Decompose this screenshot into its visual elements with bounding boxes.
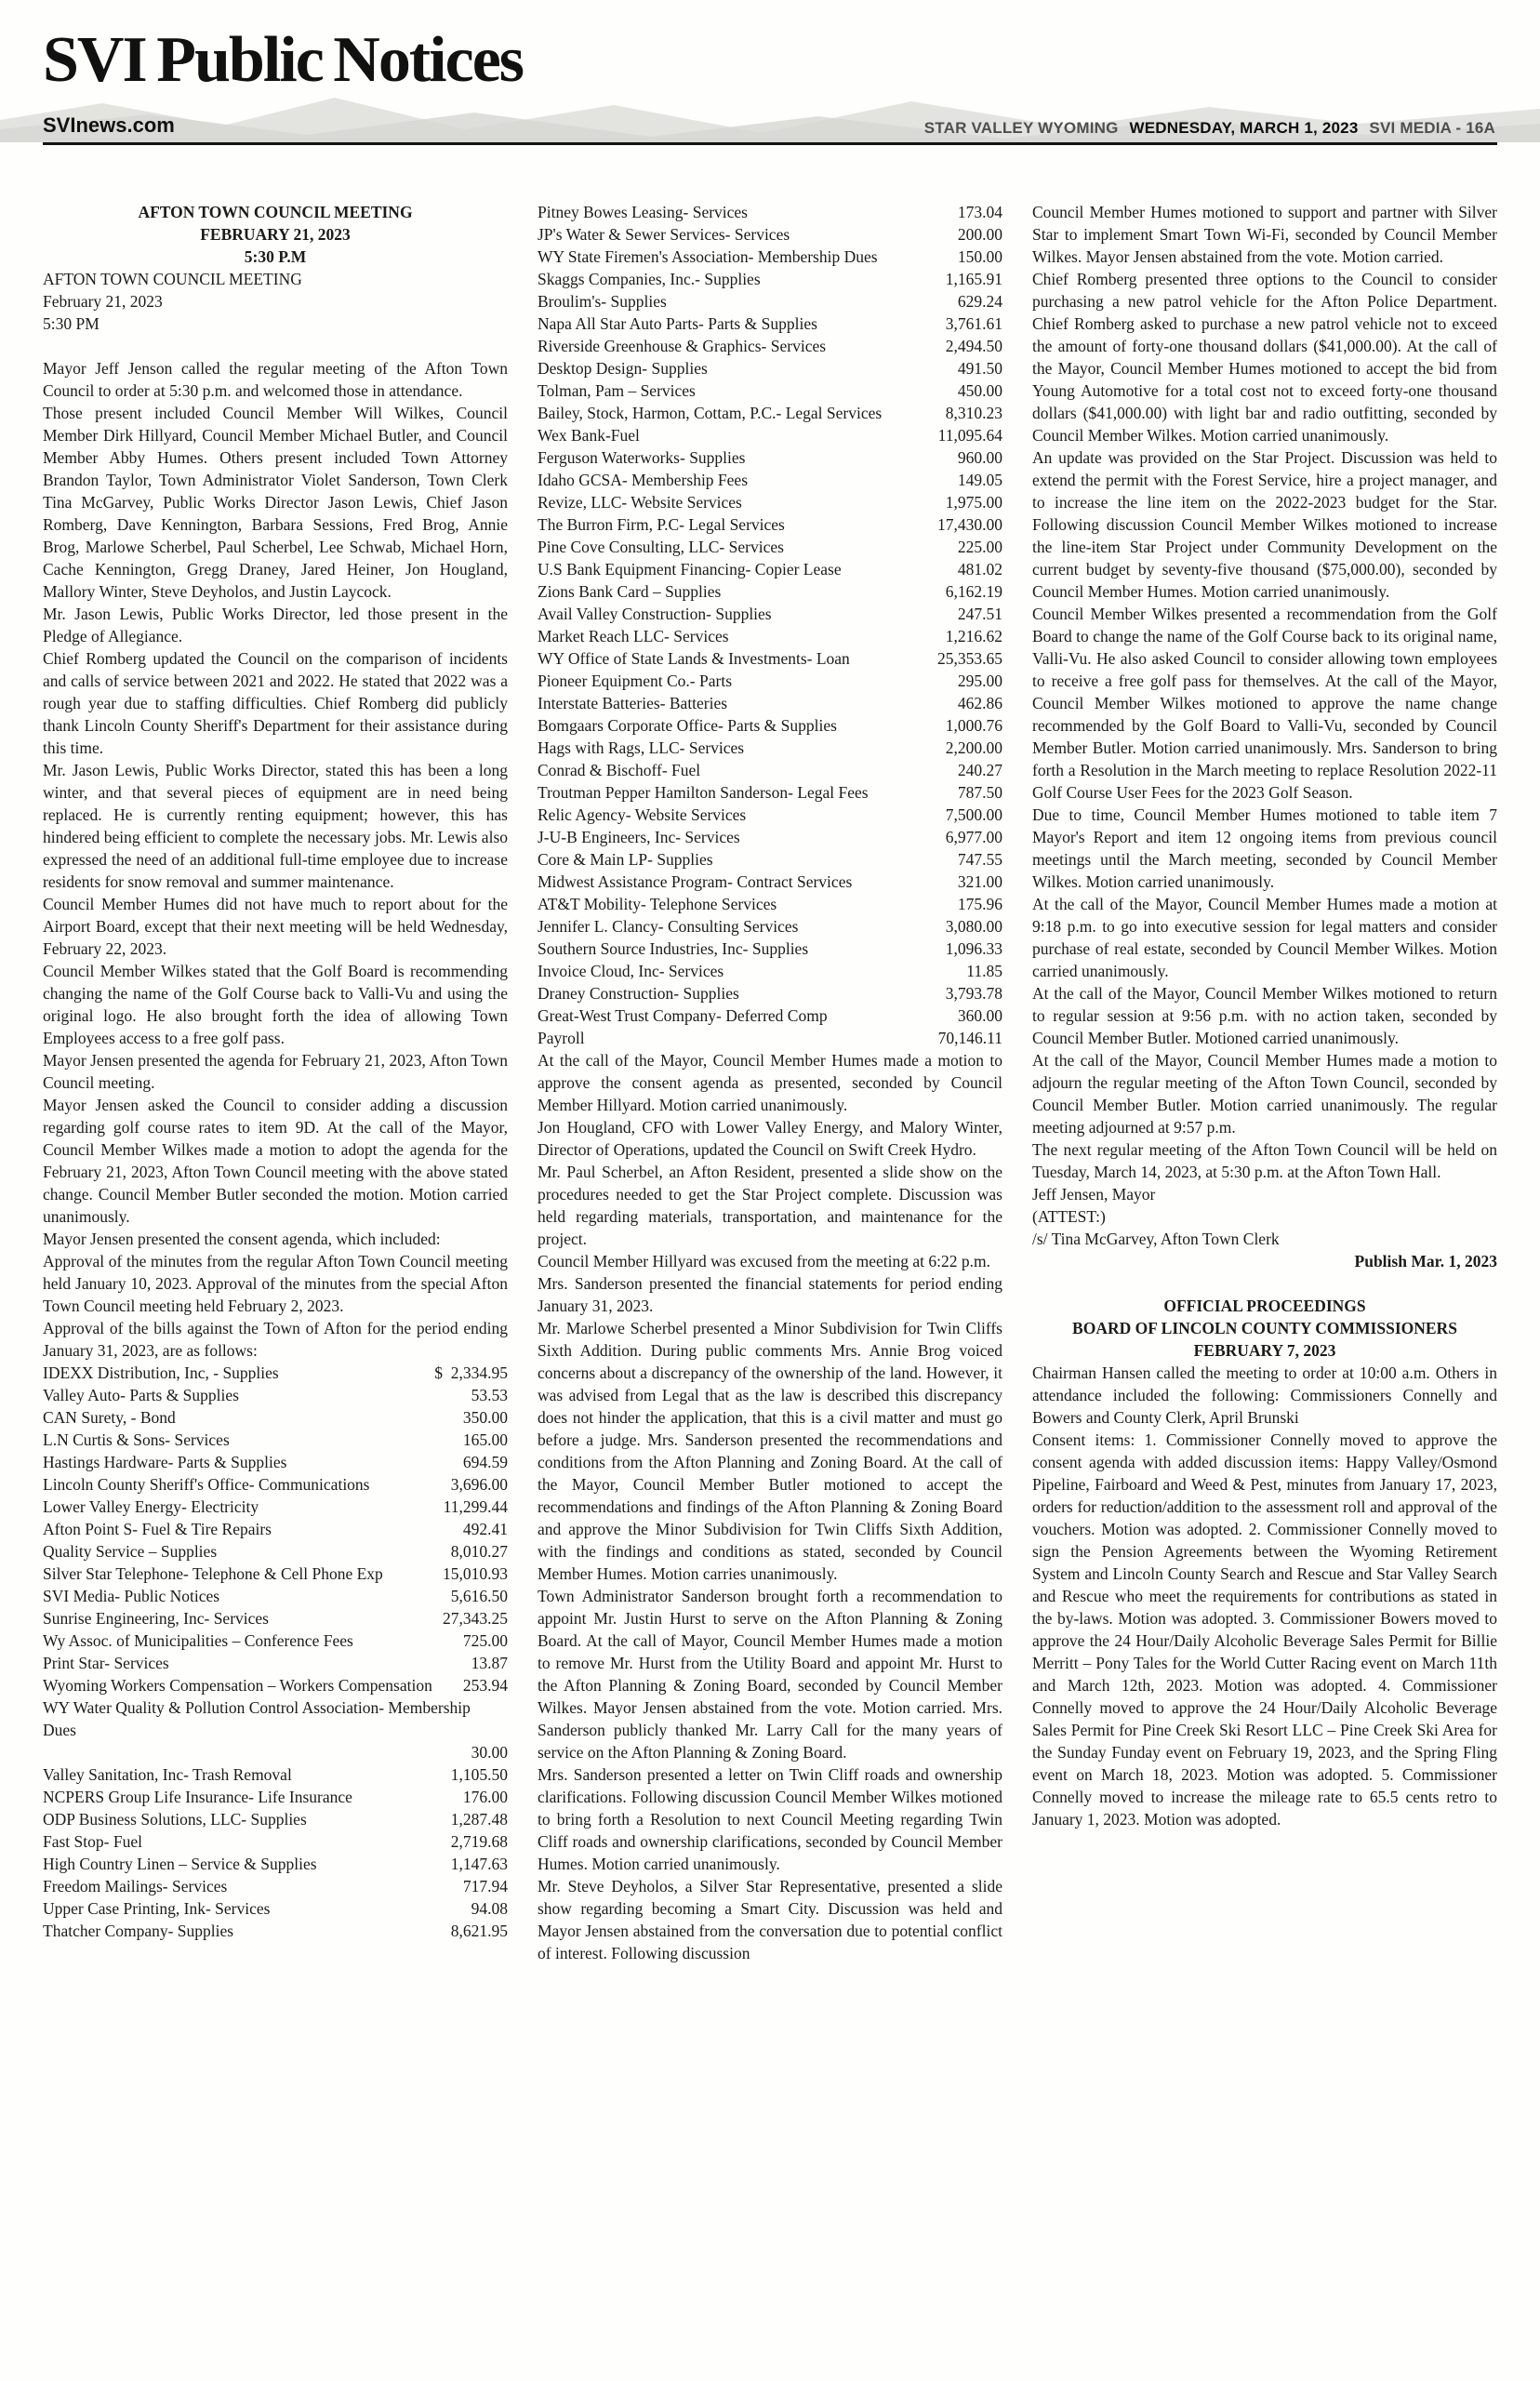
bill-payee: Tolman, Pam – Services (538, 381, 696, 400)
bill-amount: 173.04 (957, 203, 1002, 221)
bill-amount: 30.00 (471, 1743, 508, 1762)
paragraph: Chief Romberg presented three options to the Council to consider purchasing a new patrol vehicle for the Afton Police Department. Chief Romberg asked to purchase a new patrol vehicle not to exceed the amount of forty-one thousand dollars ($41,000.00). At the call of the Mayor, Council Member Humes motioned to accept the bid from Young Automotive for a total cost not to exceed forty-one thousand dollars ($41,000.00) with light bar and radio outfitting, seconded by Council Member Wilkes. Motion carried unanimously. (1032, 270, 1497, 445)
bill-row (538, 290, 1002, 313)
paragraph: Mr. Paul Scherbel, an Afton Resident, presented a slide show on the procedures needed to get the Star Project complete. Discussion was held regarding materials, transportation, and maintenance for the project. (538, 1163, 1002, 1248)
paragraph: Mr. Steve Deyholos, a Silver Star Representative, presented a slide show regarding becoming a Smart City. Discussion was held and Mayor Jensen abstained from the conversation due to potential conflict of interest. Following discussion (538, 1877, 1002, 1962)
bill-payee: Riverside Greenhouse & Graphics- Services (538, 337, 827, 355)
bill-row (538, 893, 1002, 915)
bill-amount: 1,147.63 (450, 1855, 508, 1873)
bill-row (538, 647, 1002, 670)
bill-payee: U.S Bank Equipment Financing- Copier Lease (538, 560, 842, 579)
heading-line: FEBRUARY 7, 2023 (1193, 1341, 1336, 1360)
bill-amount: 11,095.64 (937, 426, 1002, 445)
notice-heading-commissioners (1032, 1295, 1497, 1362)
bill-row (43, 1808, 508, 1830)
bill-row (538, 737, 1002, 759)
bill-payee: WY State Firemen's Association- Membership Dues (538, 247, 878, 266)
bill-payee: Thatcher Company- Supplies (43, 1922, 234, 1940)
paragraph: Mr. Jason Lewis, Public Works Director, led those present in the Pledge of Allegiance. (43, 605, 508, 645)
bill-row (538, 424, 1002, 446)
bill-payee: Hags with Rags, LLC- Services (538, 738, 745, 757)
paragraph: An update was provided on the Star Project. Discussion was held to extend the permit with the Forest Service, hire a project manager, and to increase the line item on the 2022-2023 budget for the Star. Following discussion Council Member Wilkes motioned to increase the line-item Star Project under Community Development on the current budget by seventy-five thousand ($75,000.00), seconded by Council Member Humes. Motion carried unanimously. (1032, 448, 1497, 601)
bill-payee: Broulim's- Supplies (538, 292, 667, 311)
bill-payee: Pine Cove Consulting, LLC- Services (538, 538, 784, 556)
bill-row (43, 1384, 508, 1406)
bill-amount: 70,146.11 (937, 1029, 1002, 1047)
bill-payee: Quality Service – Supplies (43, 1542, 218, 1561)
bill-payee: Pioneer Equipment Co.- Parts (538, 672, 733, 690)
bill-payee: Bailey, Stock, Harmon, Cottam, P.C.- Legal Services (538, 404, 883, 422)
bill-row (538, 357, 1002, 379)
bill-amount: 787.50 (957, 783, 1002, 802)
bill-payee: J-U-B Engineers, Inc- Services (538, 828, 740, 846)
bill-row (43, 1920, 508, 1942)
bill-row (538, 1004, 1002, 1027)
signature-block (1032, 1183, 1497, 1250)
bill-row (43, 1786, 508, 1808)
paragraph: At the call of the Mayor, Council Member Humes made a motion to approve the consent agenda as presented, seconded by Council Member Hillyard. Motion carried unanimously. (538, 1051, 1002, 1114)
bill-row (538, 714, 1002, 737)
bill-payee: Payroll (538, 1029, 585, 1047)
bill-payee: Troutman Pepper Hamilton Sanderson- Legal Fees (538, 783, 869, 802)
paragraph: Due to time, Council Member Humes motioned to table item 7 Mayor's Report and item 12 ongoing items from previous council meetings until the March meeting, seconded by Council Member Wilkes. Motion carried unanimously. (1032, 805, 1497, 891)
bill-amount: 6,162.19 (945, 582, 1002, 601)
bill-amount: 2,494.50 (945, 337, 1002, 355)
bill-payee: ODP Business Solutions, LLC- Supplies (43, 1810, 307, 1829)
publish-date-line: Publish Mar. 1, 2023 (1354, 1252, 1497, 1270)
bill-row (538, 826, 1002, 848)
bill-row (43, 1853, 508, 1875)
heading-line: 5:30 P.M (244, 247, 307, 266)
bill-payee: Sunrise Engineering, Inc- Services (43, 1609, 269, 1628)
bill-row (538, 759, 1002, 781)
bill-payee: Lincoln County Sheriff's Office- Communications (43, 1475, 370, 1494)
bill-row (43, 1763, 508, 1786)
bill-row (43, 1607, 508, 1629)
bill-amount: 8,621.95 (450, 1922, 508, 1940)
bill-row (538, 402, 1002, 424)
bill-amount: 94.08 (471, 1899, 508, 1918)
paragraph: Mrs. Sanderson presented the financial statements for period ending January 31, 2023. (538, 1274, 1002, 1315)
paragraph: Approval of the minutes from the regular Afton Town Council meeting held January 10, 2023. Approval of the minutes from the special Afton Town Council meeting held February 2, 2023. (43, 1252, 508, 1315)
bills-list-continued (538, 201, 1002, 1049)
bill-payee: Ferguson Waterworks- Supplies (538, 448, 746, 467)
bill-payee: WY Water Quality & Pollution Control Association- Membership Dues (43, 1698, 471, 1739)
intro-lines (43, 268, 508, 335)
paragraph: Mayor Jensen presented the consent agenda, which included: (43, 1230, 441, 1248)
heading-line: OFFICIAL PROCEEDINGS (1163, 1297, 1366, 1315)
bill-amount: 17,430.00 (937, 515, 1002, 534)
bill-row (538, 625, 1002, 647)
bill-amount: 3,793.78 (945, 984, 1002, 1003)
bill-amount: 350.00 (462, 1408, 508, 1427)
paragraph: Chief Romberg updated the Council on the comparison of incidents and calls of service between 2021 and 2022. He stated that 2022 was a rough year due to staffing difficulties. Chief Romberg did publicly thank Lincoln County Sheriff's Department for their assistance during this time. (43, 649, 508, 757)
bill-row (538, 313, 1002, 335)
bill-amount: 5,616.50 (450, 1587, 508, 1605)
paragraph: Council Member Humes did not have much to report about for the Airport Board, except that their next meeting will be held Wednesday, February 22, 2023. (43, 895, 508, 958)
bill-amount: 360.00 (957, 1006, 1002, 1025)
paragraph: Mayor Jensen presented the agenda for February 21, 2023, Afton Town Council meeting. (43, 1051, 508, 1092)
paragraph: At the call of the Mayor, Council Member Humes made a motion at 9:18 p.m. to go into executive session for legal matters and consider purchase of real estate, seconded by Council Member Wilkes. Motion carried unanimously. (1032, 895, 1497, 980)
intro-line: February 21, 2023 (43, 292, 163, 311)
dateline-location: STAR VALLEY WYOMING (923, 119, 1119, 137)
bill-amount: 1,287.48 (450, 1810, 508, 1829)
bill-row (43, 1629, 508, 1652)
bill-row (43, 1585, 508, 1607)
bill-payee: Hastings Hardware- Parts & Supplies (43, 1453, 287, 1471)
notice-columns (43, 201, 1497, 1964)
paragraph: Council Member Hillyard was excused from the meeting at 6:22 p.m. (538, 1252, 990, 1270)
bill-payee: Valley Sanitation, Inc- Trash Removal (43, 1765, 292, 1784)
paragraph: The next regular meeting of the Afton Town Council will be held on Tuesday, March 14, 2023, at 5:30 p.m. at the Afton Town Hall. (1032, 1140, 1497, 1181)
bill-payee: Interstate Batteries- Batteries (538, 694, 728, 712)
bill-payee: Relic Agency- Website Services (538, 805, 747, 824)
bill-row (43, 1875, 508, 1897)
bill-amount: 462.86 (957, 694, 1002, 712)
column-2 (538, 201, 1002, 1964)
bill-row (538, 246, 1002, 268)
bill-payee: Wyoming Workers Compensation – Workers Compensation (43, 1676, 432, 1695)
bill-row (43, 1518, 508, 1540)
paragraph-block (538, 1049, 1002, 1964)
bills-list (43, 1362, 508, 1942)
bill-payee: Desktop Design- Supplies (538, 359, 708, 378)
paragraph: Consent items: 1. Commissioner Connelly moved to approve the consent agenda with added discussion items: Happy Valley/Osmond Pipeline, Fairboard and Weed & Pest, minutes from January 17, 2023, orders for reduction/addition to the assessment roll and approval of the vouchers. Motion was adopted. 2. Commissioner Connelly moved to sign the Pension Agreements between the Wyoming Retirement System and Lincoln County Search and Rescue and Star Valley Search and Rescue who meet the requirements for contributions as stated in the by-laws. Motion was adopted. 3. Commissioner Bowers moved to approve the 24 Hour/Daily Alcoholic Beverage Sales Permit for Billie Merritt – Pony Tales for the World Cutter Racing event on March 11th and March 12th, 2023. Motion was adopted. 4. Commissioner Connelly moved to approve the 24 Hour/Daily Alcoholic Beverage Sales Permit for Pine Creek Ski Resort LLC – Pine Creek Ski Area for the Sunday Funday event on February 19, 2023, and the Spring Fling event on March 18, 2023. Motion was adopted. 5. Commissioner Connelly moved to increase the mileage rate to 65.5 cents retro to January 1, 2023. Motion was adopted. (1032, 1430, 1497, 1829)
paragraph: Mr. Marlowe Scherbel presented a Minor Subdivision for Twin Cliffs Sixth Addition. During public comments Mrs. Annie Brog voiced concerns about a discrepancy of the ownership of the land. However, it was advised from Legal that as the law is described this discrepancy does not hinder the application, that this is a civil matter and must go before a judge. Mrs. Sanderson presented the recommendations and conditions from the Afton Planning and Zoning Board. At the call of the Mayor, Council Member Butler motioned to accept the recommendations and findings of the Afton Planning & Zoning Board and approve the Minor Subdivision for Twin Cliffs Sixth Addition, with the findings and conditions as stated, seconded by Council Member Humes. Motion carries unanimously. (538, 1319, 1002, 1583)
signature-line: Jeff Jensen, Mayor (1032, 1185, 1156, 1204)
bill-payee: Freedom Mailings- Services (43, 1877, 228, 1895)
paragraph: Approval of the bills against the Town of Afton for the period ending January 31, 2023, are as follows: (43, 1319, 508, 1360)
bill-payee: Zions Bank Card – Supplies (538, 582, 722, 601)
bill-row (538, 670, 1002, 692)
bill-row (538, 446, 1002, 469)
bill-amount: 8,010.27 (450, 1542, 508, 1561)
bill-row (43, 1451, 508, 1473)
bill-amount: 747.55 (957, 850, 1002, 869)
bill-row (43, 1674, 508, 1696)
bill-amount: 629.24 (957, 292, 1002, 311)
signature-line: /s/ Tina McGarvey, Afton Town Clerk (1032, 1230, 1280, 1248)
bill-row (43, 1563, 508, 1585)
bill-amount: 2,200.00 (945, 738, 1002, 757)
bill-payee: Afton Point S- Fuel & Tire Repairs (43, 1520, 272, 1538)
bill-amount: 25,353.65 (937, 649, 1002, 668)
bill-amount: 1,105.50 (450, 1765, 508, 1784)
paragraph-block (1032, 1362, 1497, 1830)
bill-payee: JP's Water & Sewer Services- Services (538, 225, 790, 244)
bill-amount: 492.41 (462, 1520, 508, 1538)
bill-amount: 6,977.00 (945, 828, 1002, 846)
bill-row (43, 1406, 508, 1429)
bill-payee: Draney Construction- Supplies (538, 984, 739, 1003)
bill-row (538, 871, 1002, 893)
dateline (924, 119, 1495, 138)
bill-payee: Market Reach LLC- Services (538, 627, 729, 645)
bill-row (43, 1540, 508, 1563)
notice-heading-afton (43, 201, 508, 268)
bill-amount: 2,719.68 (450, 1832, 508, 1851)
paragraph: Jon Hougland, CFO with Lower Valley Energy, and Malory Winter, Director of Operations, updated the Council on Swift Creek Hydro. (538, 1118, 1002, 1159)
heading-line: BOARD OF LINCOLN COUNTY COMMISSIONERS (1072, 1319, 1457, 1337)
bill-row (538, 558, 1002, 580)
bill-payee: Wy Assoc. of Municipalities – Conference Fees (43, 1631, 353, 1650)
bill-row (538, 1027, 1002, 1049)
bill-payee: The Burron Firm, P.C- Legal Services (538, 515, 785, 534)
bill-row (43, 1496, 508, 1518)
bill-amount: 1,000.76 (945, 716, 1002, 735)
bill-amount: 8,310.23 (945, 404, 1002, 422)
paragraph: Mayor Jeff Jenson called the regular meeting of the Afton Town Council to order at 5:30 p.m. and welcomed those in attendance. (43, 359, 508, 400)
bill-payee: Fast Stop- Fuel (43, 1832, 142, 1851)
bill-payee: Napa All Star Auto Parts- Parts & Supplies (538, 314, 817, 333)
bill-amount: 717.94 (462, 1877, 508, 1895)
bill-payee: Core & Main LP- Supplies (538, 850, 713, 869)
bill-amount: 960.00 (957, 448, 1002, 467)
bill-amount: 149.05 (957, 471, 1002, 489)
bill-amount: 3,696.00 (450, 1475, 508, 1494)
masthead-bar (43, 106, 1497, 145)
bill-row (538, 536, 1002, 558)
bill-amount: 253.94 (462, 1676, 508, 1695)
paragraph: Council Member Humes motioned to support and partner with Silver Star to implement Smart Town Wi-Fi, seconded by Council Member Wilkes. Mayor Jensen abstained from the vote. Motion carried. (1032, 203, 1497, 266)
bill-amount: 247.51 (957, 605, 1002, 623)
bill-payee: AT&T Mobility- Telephone Services (538, 895, 777, 913)
column-3 (1032, 201, 1497, 1964)
bill-payee: Pitney Bowes Leasing- Services (538, 203, 748, 221)
paragraph: Mr. Jason Lewis, Public Works Director, stated this has been a long winter, and that several pieces of equipment are in need being replaced. He is currently renting equipment; however, this has hindered being efficient to complete the necessary jobs. Mr. Lewis also expressed the need of an additional full-time employee due to increase residents for snow removal and summer maintenance. (43, 761, 508, 891)
bill-payee: Midwest Assistance Program- Contract Services (538, 872, 853, 891)
bill-payee: Southern Source Industries, Inc- Supplies (538, 939, 809, 958)
bill-amount: 3,080.00 (945, 917, 1002, 936)
bill-row (538, 804, 1002, 826)
paragraph: Those present included Council Member Will Wilkes, Council Member Dirk Hillyard, Council Member Michael Butler, and Council Member Abby Humes. Others present included Town Attorney Brandon Taylor, Town Administrator Violet Sanderson, Town Clerk Tina McGarvey, Public Works Director Jason Lewis, Chief Jason Romberg, Dave Kennington, Barbara Sessions, Fred Brog, Annie Brog, Marlowe Scherbel, Paul Scherbel, Lee Schwab, Michael Horn, Cache Kennington, Gregg Draney, Jared Heiner, Jon Hougland, Mallory Winter, Steve Deyholos, and Justin Laycock. (43, 404, 508, 601)
intro-line: AFTON TOWN COUNCIL MEETING (43, 270, 302, 288)
bill-amount: 321.00 (957, 872, 1002, 891)
bill-row (43, 1473, 508, 1496)
bill-amount: 13.87 (471, 1654, 508, 1672)
bill-row (538, 960, 1002, 982)
heading-line: AFTON TOWN COUNCIL MEETING (138, 203, 413, 221)
bill-payee: IDEXX Distribution, Inc, - Supplies (43, 1363, 279, 1382)
bill-amount: 53.53 (471, 1386, 508, 1404)
bill-amount: 1,216.62 (945, 627, 1002, 645)
bill-row (538, 982, 1002, 1004)
bill-payee: Skaggs Companies, Inc.- Supplies (538, 270, 761, 288)
bill-row (538, 335, 1002, 357)
publication-title: SVI Public Notices (43, 24, 523, 96)
bill-amount: 11,299.44 (443, 1497, 508, 1516)
bill-payee: SVI Media- Public Notices (43, 1587, 220, 1605)
bill-amount: 481.02 (957, 560, 1002, 579)
intro-line: 5:30 PM (43, 314, 100, 333)
bill-payee: Print Star- Services (43, 1654, 169, 1672)
bill-row (43, 1362, 508, 1384)
bill-row (538, 692, 1002, 714)
paragraph: Council Member Wilkes stated that the Golf Board is recommending changing the name of the Golf Course back to Valli-Vu and using the original logo. He also brought forth the idea of allowing Town Employees access to a free golf pass. (43, 962, 508, 1047)
bill-amount: 3,761.61 (945, 314, 1002, 333)
bill-payee: Wex Bank-Fuel (538, 426, 640, 445)
dateline-date: WEDNESDAY, MARCH 1, 2023 (1129, 119, 1359, 137)
paragraph: Mayor Jensen asked the Council to consider adding a discussion regarding golf course rates to item 9D. At the call of the Mayor, Council Member Wilkes made a motion to adopt the agenda for the February 21, 2023, Afton Town Council meeting with the above stated change. Council Member Butler seconded the motion. Motion carried unanimously. (43, 1096, 508, 1226)
bill-payee: Invoice Cloud, Inc- Services (538, 962, 724, 980)
bill-row (43, 1830, 508, 1853)
bill-row (538, 491, 1002, 513)
bill-payee: WY Office of State Lands & Investments- Loan (538, 649, 850, 668)
bill-payee: NCPERS Group Life Insurance- Life Insurance (43, 1788, 352, 1806)
bill-amount: $ 2,334.95 (434, 1363, 508, 1382)
bill-row (538, 469, 1002, 491)
bill-row (538, 580, 1002, 603)
paragraph-block (1032, 201, 1497, 1183)
bill-row (538, 201, 1002, 223)
bill-payee: Silver Star Telephone- Telephone & Cell Phone Exp (43, 1564, 383, 1583)
site-url: SVInews.com (43, 113, 175, 137)
bill-row (538, 223, 1002, 246)
bill-row (538, 603, 1002, 625)
bill-row (538, 781, 1002, 804)
bill-amount: 1,975.00 (945, 493, 1002, 512)
bill-payee: Great-West Trust Company- Deferred Comp (538, 1006, 828, 1025)
bill-amount: 15,010.93 (443, 1564, 508, 1583)
bill-amount: 165.00 (462, 1430, 508, 1449)
bill-row (538, 938, 1002, 960)
bill-payee: Conrad & Bischoff- Fuel (538, 761, 701, 779)
bill-amount: 7,500.00 (945, 805, 1002, 824)
bill-payee: Valley Auto- Parts & Supplies (43, 1386, 239, 1404)
column-1 (43, 201, 508, 1964)
bill-amount: 225.00 (957, 538, 1002, 556)
paragraph: Council Member Wilkes presented a recommendation from the Golf Board to change the name of the Golf Course back to its original name, Valli-Vu. He also asked Council to consider allowing town employees to receive a free golf pass for themselves. At the call of the Mayor, Council Member Wilkes motioned to approve the name change recommended by the Golf Board to Valli-Vu, seconded by Council Member Butler. Motion carried unanimously. Mrs. Sanderson to bring forth a Resolution in the March meeting to replace Resolution 2022-11 Golf Course User Fees for the 2023 Golf Season. (1032, 605, 1497, 802)
bill-amount: 725.00 (462, 1631, 508, 1650)
bill-payee: Bomgaars Corporate Office- Parts & Supplies (538, 716, 837, 735)
bill-amount: 176.00 (462, 1788, 508, 1806)
paragraph: At the call of the Mayor, Council Member Humes made a motion to adjourn the regular meeting of the Afton Town Council, seconded by Council Member Butler. Motion carried unanimously. The regular meeting adjourned at 9:57 p.m. (1032, 1051, 1497, 1137)
bill-row (538, 379, 1002, 402)
bill-payee: Lower Valley Energy- Electricity (43, 1497, 259, 1516)
masthead (43, 24, 1497, 145)
bill-amount: 491.50 (957, 359, 1002, 378)
heading-line: FEBRUARY 21, 2023 (200, 225, 351, 244)
bill-payee: High Country Linen – Service & Supplies (43, 1855, 317, 1873)
paragraph: Chairman Hansen called the meeting to order at 10:00 a.m. Others in attendance included the following: Commissioners Connelly and Bowers and County Clerk, April Brunski (1032, 1363, 1497, 1427)
paragraph: At the call of the Mayor, Council Member Wilkes motioned to return to regular session at 9:56 p.m. with no action taken, seconded by Council Member Butler. Motioned carried unanimously. (1032, 984, 1497, 1047)
bill-amount: 27,343.25 (443, 1609, 508, 1628)
bill-row (43, 1897, 508, 1920)
bill-row (538, 513, 1002, 536)
bill-amount: 175.96 (957, 895, 1002, 913)
bill-payee: Avail Valley Construction- Supplies (538, 605, 772, 623)
bill-amount: 694.59 (462, 1453, 508, 1471)
paragraph: Town Administrator Sanderson brought forth a recommendation to appoint Mr. Justin Hurst to serve on the Afton Planning & Zoning Board. At the call of Mayor, Council Member Humes made a motion to remove Mr. Hurst from the Utility Board and appoint Mr. Hurst to the Afton Planning & Zoning Board, seconded by Council Member Wilkes. Mayor Jensen abstained from the vote. Motion carried. Mrs. Sanderson publicly thanked Mr. Larry Call for the many years of service on the Afton Planning & Zoning Board. (538, 1587, 1002, 1762)
bill-row (538, 848, 1002, 871)
paragraph: Mrs. Sanderson presented a letter on Twin Cliff roads and ownership clarifications. Following discussion Council Member Wilkes motioned to bring forth a Resolution to next Council Meeting regarding Twin Cliff roads and ownership clarifications, seconded by Council Member Humes. Motion carried unanimously. (538, 1765, 1002, 1873)
bill-amount: 295.00 (957, 672, 1002, 690)
bill-row (43, 1429, 508, 1451)
dateline-page: SVI MEDIA - 16A (1369, 119, 1495, 137)
paragraph-block (43, 357, 508, 1362)
bill-amount: 150.00 (957, 247, 1002, 266)
bill-payee: Jennifer L. Clancy- Consulting Services (538, 917, 799, 936)
bill-payee: CAN Surety, - Bond (43, 1408, 176, 1427)
bill-row (43, 1652, 508, 1674)
bill-amount: 450.00 (957, 381, 1002, 400)
bill-row (538, 915, 1002, 938)
bill-payee: Idaho GCSA- Membership Fees (538, 471, 749, 489)
bill-amount: 240.27 (957, 761, 1002, 779)
bill-amount: 200.00 (957, 225, 1002, 244)
bill-payee: Upper Case Printing, Ink- Services (43, 1899, 271, 1918)
bill-amount: 1,165.91 (945, 270, 1002, 288)
bill-payee: Revize, LLC- Website Services (538, 493, 742, 512)
bill-amount: 1,096.33 (945, 939, 1002, 958)
bill-payee: L.N Curtis & Sons- Services (43, 1430, 230, 1449)
bill-row (43, 1696, 508, 1763)
bill-row (538, 268, 1002, 290)
signature-line: (ATTEST:) (1032, 1207, 1106, 1226)
bill-amount: 11.85 (966, 962, 1002, 980)
